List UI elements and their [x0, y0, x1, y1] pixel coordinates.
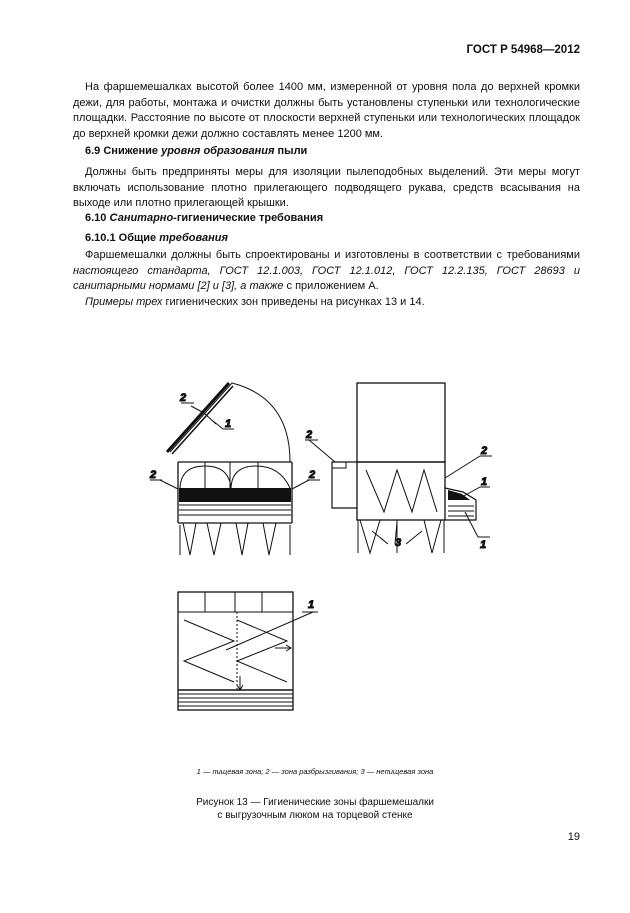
label-1-plan: 1: [308, 599, 315, 611]
mixer-side-view: [150, 383, 320, 555]
label-2-lid: 2: [180, 392, 187, 404]
mixer-end-view: [305, 383, 492, 553]
section-6-9-body: Должны быть предприняты меры для изоляции пылеподобных выделений. Эти меры могут включать использование плотно прилегающего подводящего рукава, средств всасывания на выходе или плотно прилегающей крышки.: [73, 166, 580, 209]
label-1-lid: 1: [225, 418, 232, 430]
label-1-hatch-bottom: 1: [480, 539, 487, 551]
figure-caption-line-1: Рисунок 13 — Гигиенические зоны фаршемешалки: [196, 797, 434, 808]
section-6-10-heading: 6.10 Санитарно-гигиенические требования: [85, 212, 324, 224]
figure-caption-line-2: с выгрузочным люком на торцевой стенке: [217, 810, 413, 821]
label-3-legs: 3: [395, 537, 402, 549]
label-2-right-of-left-view: 2: [309, 469, 316, 481]
intro-paragraph: На фаршемешалках высотой более 1400 мм, измеренной от уровня пола до верхней кромки дежи, для работы, монтажа и очистки должны быть установлены ступеньки или технологические площадки. Расстояние по высоте от плоскости верхней ступеньки или технологических площадок до верхней кромки дежи должно составлять менее 1200 мм.: [73, 81, 580, 140]
label-2-end-view: 2: [481, 445, 488, 457]
figure-legend: 1 — пищевая зона; 2 — зона разбрызгивания; 3 — непищевая зона: [196, 767, 434, 776]
section-6-10-1-body: Фаршемешалки должны быть спроектированы и изготовлены в соответствии с требованиями настоящего стандарта, ГОСТ 12.1.003, ГОСТ 12.1.012, ГОСТ 12.2.135, ГОСТ 28693 и санитарными нормами [2] и [3], а также с приложением А. Примеры трех гигиенических зон приведены на рисунках 13 и 14.: [73, 249, 580, 308]
mixer-plan-view: [178, 592, 318, 710]
standard-header: ГОСТ Р 54968—2012: [466, 44, 580, 56]
label-1-hatch: 1: [481, 476, 488, 488]
section-6-10-1-heading: 6.10.1 Общие требования: [85, 232, 228, 244]
label-2-left: 2: [150, 469, 157, 481]
page-number: 19: [567, 831, 580, 843]
label-2-chute: 2: [306, 429, 313, 441]
section-6-9-heading: 6.9 Снижение уровня образования пыли: [85, 145, 308, 157]
